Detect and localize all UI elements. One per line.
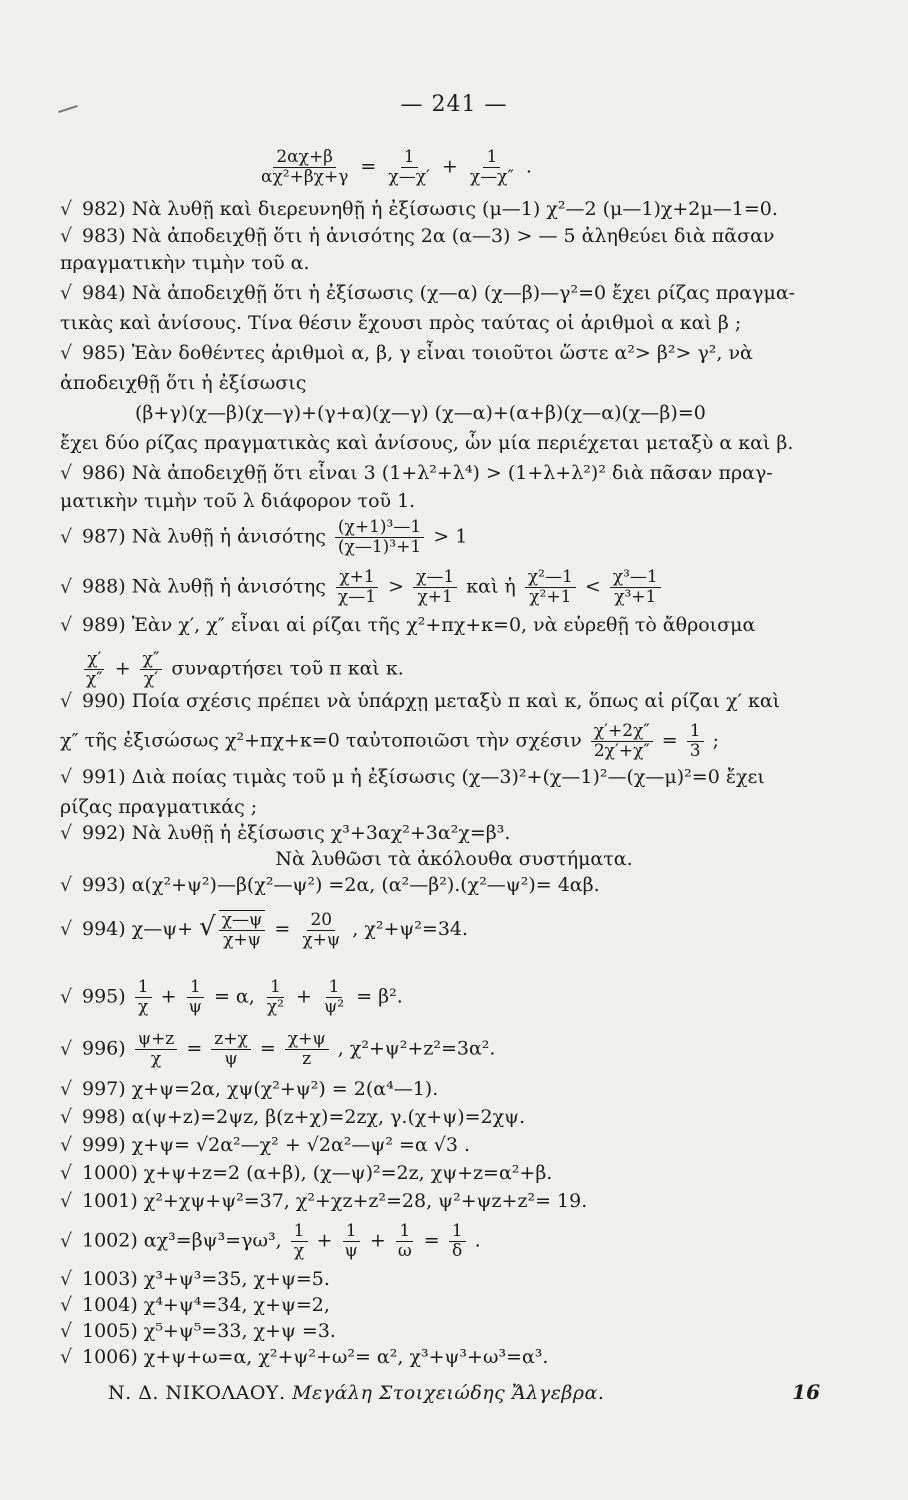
footer-author: Ν. Δ. ΝΙΚΟΛΑΟΥ. (108, 1382, 286, 1404)
check-mark-icon: √ (60, 1037, 73, 1060)
problem-1003: √ 1003) χ³+ψ³=35, χ+ψ=5. (60, 1268, 330, 1290)
problem-990-cont: χ″ τῆς ἐξισώσως χ²+πχ+κ=0 ταὐτοποιῶσι τὴν σχέσιν $\frac{\chi'+2\chi''}{2\chi'+\chi''}$ = $\frac{1}{3}$ ; (60, 721, 720, 761)
fraction: $\frac{1}{\chi—\chi''}$ (469, 147, 514, 187)
problem-1002: √ 1002) αχ³=βψ³=γω³, $\frac{1}{\chi}$ + $\frac{1}{\psi}$ + $\frac{1}{\omega}$ = $\frac{1}{\delta}$ . (60, 1221, 481, 1261)
fraction: $\frac{1}{\chi—\chi'}$ (388, 147, 430, 187)
problem-986-cont: ματικὴν τιμὴν τοῦ λ διάφορον τοῦ 1. (60, 490, 416, 512)
problem-1000: √ 1000) χ+ψ+z=2 (α+β), (χ—ψ)²=2z, χψ+z=α²+β. (60, 1162, 553, 1184)
problem-992: √ 992) Νὰ λυθῇ ἡ ἐξίσωσις χ³+3αχ²+3α²χ=β³. (60, 822, 511, 844)
problem-985-cont: ἀποδειχθῇ ὅτι ἡ ἐξίσωσις (60, 372, 307, 394)
check-mark-icon: √ (60, 1268, 73, 1290)
problem-999: √ 999) χ+ψ= √2α²—χ² + √2α²—ψ² =α √3 . (60, 1134, 471, 1156)
problem-985: √ 985) Ἐὰν δοθέντες ἀριθμοὶ α, β, γ εἶναι τοιοῦτοι ὥστε α²> β²> γ², νὰ (60, 342, 753, 364)
problem-1001: √ 1001) χ²+χψ+ψ²=37, χ²+χz+z²=28, ψ²+ψz+z²= 19. (60, 1190, 588, 1212)
problem-985-equation: (β+γ)(χ—β)(χ—γ)+(γ+α)(χ—γ) (χ—α)+(α+β)(χ—α)(χ—β)=0 (135, 402, 706, 424)
check-mark-icon: √ (60, 342, 73, 364)
footer-title: Μεγάλη Στοιχειώδης Ἄλγεβρα. (292, 1382, 605, 1404)
top-formula: $\frac{2\alpha\chi+\beta}{\text{αχ²+βχ+γ}}$ = $\frac{1}{\chi—\chi'}$ + $\frac{1}{\chi—\chi''}$ . (255, 148, 532, 187)
problem-1004: √ 1004) χ⁴+ψ⁴=34, χ+ψ=2, (60, 1294, 330, 1316)
problem-986: √ 986) Νὰ ἀποδειχθῇ ὅτι εἶναι 3 (1+λ²+λ⁴) > (1+λ+λ²)² διὰ πᾶσαν πραγ- (60, 462, 773, 484)
check-mark-icon: √ (60, 575, 73, 598)
section-heading: Νὰ λυθῶσι τὰ ἀκόλουθα συστήματα. (275, 848, 633, 870)
check-mark-icon: √ (60, 690, 73, 712)
problem-991-cont: ρίζας πραγματικάς ; (60, 796, 258, 818)
check-mark-icon: √ (60, 614, 73, 636)
check-mark-icon: √ (60, 282, 73, 304)
check-mark-icon: √ (60, 462, 73, 484)
problem-983: √ 983) Νὰ ἀποδειχθῇ ὅτι ἡ ἀνισότης 2α (α—3) > — 5 ἀληθεύει διὰ πᾶσαν (60, 225, 775, 247)
check-mark-icon: √ (60, 985, 73, 1008)
problem-988: √ 988) Νὰ λυθῇ ἡ ἀνισότης $\frac{\chi+1}{\chi—1}$ > $\frac{\chi—1}{\chi+1}$ καὶ ἡ $\frac{\text{χ²—1}}{\text{χ²+1}}$ < $\frac{\text{χ³—1}}{\text{χ³+1}}$ (60, 568, 664, 607)
check-mark-icon: √ (60, 198, 73, 220)
check-mark-icon: √ (60, 1294, 73, 1316)
check-mark-icon: √ (60, 1190, 73, 1212)
problem-995: √ 995) $\frac{1}{\chi}$ + $\frac{1}{\psi}$ = α, $\frac{1}{\text{χ²}}$ + $\frac{1}{\text{ψ²}}$ = β². (60, 977, 403, 1017)
fraction: $\frac{2\alpha\chi+\beta}{\text{αχ²+βχ+γ}}$ (261, 147, 349, 187)
problem-982: √ 982) Νὰ λυθῇ καὶ διερευνηθῇ ἡ ἐξίσωσις (μ—1) χ²—2 (μ—1)χ+2μ—1=0. (60, 198, 778, 220)
problem-990: √ 990) Ποία σχέσις πρέπει νὰ ὑπάρχῃ μεταξὺ π καὶ κ, ὅπως αἱ ρίζαι χ′ καὶ (60, 690, 781, 712)
problem-994: √ 994) χ—ψ+ √ $\frac{\chi—\psi}{\chi+\psi}$ = $\frac{20}{\chi+\psi}$ , χ²+ψ²=34. (60, 909, 469, 950)
check-mark-icon: √ (60, 918, 73, 940)
sheet-number: 16 (792, 1380, 820, 1404)
footer (108, 1382, 604, 1404)
problem-983-cont: πραγματικὴν τιμὴν τοῦ α. (60, 252, 310, 274)
check-mark-icon: √ (60, 822, 73, 844)
sqrt-icon: √ (199, 912, 216, 942)
problem-989-cont: $\frac{\chi'}{\chi''}$ + $\frac{\chi''}{\chi'}$ συναρτήσει τοῦ π καὶ κ. (86, 649, 404, 689)
check-mark-icon: √ (60, 525, 73, 548)
problem-989: √ 989) Ἐὰν χ′, χ″ εἶναι αἱ ρίζαι τῆς χ²+πχ+κ=0, νὰ εὑρεθῇ τὸ ἄθροισμα (60, 614, 756, 636)
page-number: — 241 — (400, 92, 508, 117)
check-mark-icon: √ (60, 225, 73, 247)
check-mark-icon: √ (60, 1229, 73, 1252)
check-mark-icon: √ (60, 874, 73, 896)
problem-993: √ 993) α(χ²+ψ²)—β(χ²—ψ²) =2α, (α²—β²).(χ²—ψ²)= 4αβ. (60, 874, 600, 896)
problem-998: √ 998) α(ψ+z)=2ψz, β(z+χ)=2zχ, γ.(χ+ψ)=2χψ. (60, 1106, 526, 1128)
check-mark-icon: √ (60, 1346, 73, 1368)
problem-987: √ 987) Νὰ λυθῇ ἡ ἀνισότης $\frac{\text{(χ+1)³—1}}{\text{(χ—1)³+1}}$ > 1 (60, 517, 468, 557)
problem-1005: √ 1005) χ⁵+ψ⁵=33, χ+ψ =3. (60, 1320, 336, 1342)
problem-984: √ 984) Νὰ ἀποδειχθῇ ὅτι ἡ ἐξίσωσις (χ—α) (χ—β)—γ²=0 ἔχει ρίζας πραγμα- (60, 282, 796, 304)
check-mark-icon: √ (60, 1078, 73, 1100)
check-mark-icon: √ (60, 766, 73, 788)
check-mark-icon: √ (60, 1134, 73, 1156)
check-mark-icon: √ (60, 1106, 73, 1128)
problem-996: √ 996) $\frac{\psi+z}{\chi}$ = $\frac{z+\chi}{\psi}$ = $\frac{\chi+\psi}{z}$ , χ²+ψ²+z²=3α². (60, 1029, 496, 1069)
check-mark-icon: √ (60, 1320, 73, 1342)
check-mark-icon: √ (60, 1162, 73, 1184)
problem-985-cont2: ἔχει δύο ρίζας πραγματικὰς καὶ ἀνίσους, ὧν μία περιέχεται μεταξὺ α καὶ β. (60, 432, 794, 454)
problem-991: √ 991) Διὰ ποίας τιμὰς τοῦ μ ἡ ἐξίσωσις (χ—3)²+(χ—1)²—(χ—μ)²=0 ἔχει (60, 766, 765, 788)
problem-1006: √ 1006) χ+ψ+ω=α, χ²+ψ²+ω²= α², χ³+ψ³+ω³=α³. (60, 1346, 549, 1368)
problem-984-cont: τικὰς καὶ ἀνίσους. Τίνα θέσιν ἔχουσι πρὸς ταύτας οἱ ἀριθμοὶ α καὶ β ; (60, 312, 742, 334)
problem-997: √ 997) χ+ψ=2α, χψ(χ²+ψ²) = 2(α⁴—1). (60, 1078, 439, 1100)
fraction: $\frac{\text{(χ+1)³—1}}{\text{(χ—1)³+1}}$ (335, 518, 424, 557)
